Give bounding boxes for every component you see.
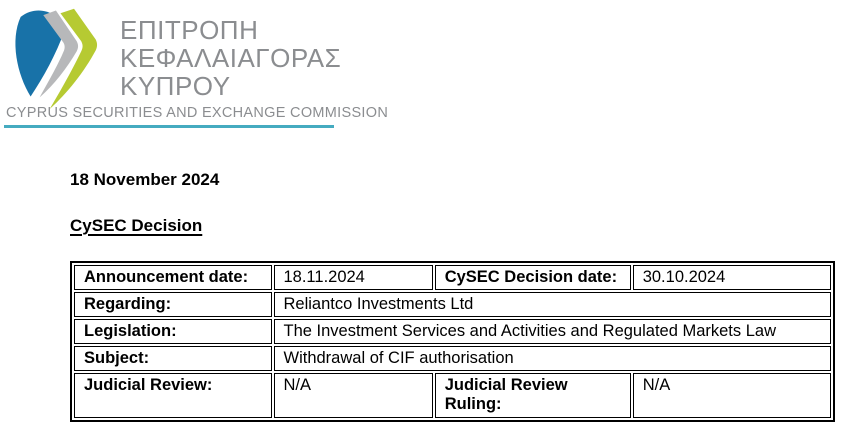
legislation-value: The Investment Services and Activities and Regulated Markets Law [274,319,832,344]
judicial-review-value: N/A [274,373,433,418]
table-row-judicial-review [74,373,831,418]
legislation-label: Legislation: [74,319,272,344]
judicial-review-label: Judicial Review: [74,373,272,418]
logo-teal-rule [4,125,334,128]
decision-table [70,261,835,422]
regarding-value: Reliantco Investments Ltd [274,292,832,317]
logo-greek-name [120,4,341,100]
announcement-date-label: Announcement date: [74,265,272,290]
document-date: 18 November 2024 [70,170,220,189]
table-row-legislation [74,319,831,344]
logo-greek-line-2: ΚΕΦΑΛΑΙΑΓΟΡΑΣ [120,43,342,73]
table-row-regarding [74,292,831,317]
logo-english-name: CYPRUS SECURITIES AND EXCHANGE COMMISSION [6,105,389,121]
judicial-review-ruling-label: Judicial Review Ruling: [435,373,631,418]
logo-greek-line-1: ΕΠΙΤΡΟΠΗ [120,15,259,45]
judicial-review-ruling-value: N/A [633,373,831,418]
logo-greek-line-3: ΚΥΠΡΟΥ [120,71,231,101]
subject-label: Subject: [74,346,272,371]
cysec-decision-date-value: 30.10.2024 [633,265,831,290]
table-row-announcement [74,265,831,290]
cysec-decision-date-label: CySEC Decision date: [435,265,631,290]
table-row-subject [74,346,831,371]
regarding-label: Regarding: [74,292,272,317]
announcement-date-value: 18.11.2024 [274,265,433,290]
subject-value: Withdrawal of CIF authorisation [274,346,832,371]
document-heading: CySEC Decision [70,216,203,235]
